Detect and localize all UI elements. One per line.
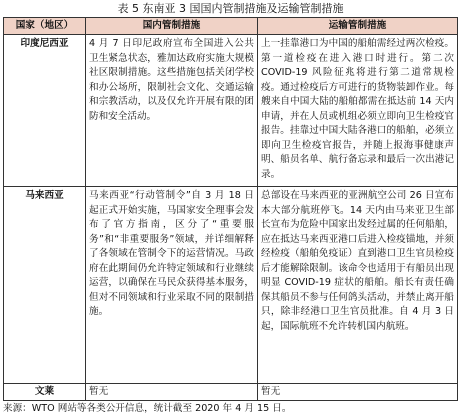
table-header-row (4, 18, 458, 35)
table-caption: 表 5 东南亚 3 国国内管制措施及运输管制措施 (117, 2, 344, 15)
country-cell: 马来西亚 (4, 187, 86, 384)
measures-table (3, 17, 458, 401)
transport-cell: 总部设在马来西亚的亚洲航空公司 26 日宣布本大部分航班停飞。14 天内由马来亚卫生部长宣布为危险中国家出发经过属的任何船舶，应在抵达马来西亚港口后进入检疫锚地，并须经检疫（船舶免疫证）直到港口卫生官员检疫后才能解除限制。该命令也适用于有船员出现明显 COVID-19 症状的船舶。船长有责任确保其船员不参与任何鸽头活动，并禁止离开船只，除非经港口卫生官员批准。自 4 月 3 日起，国际航班不允许转机国内航班。 (258, 187, 458, 384)
table-row (4, 187, 458, 384)
table-row (4, 35, 458, 187)
domestic-cell: 4 月 7 日印尼政府宣布全国进入公共卫生紧急状态，雅加达政府实施大规模社区限制措施。这些措施包括关闭学校和办公场所，限制社会文化、交通运输和宗教活动，以及仅允许开展有限的团防和安全活动。 (86, 35, 258, 187)
header-domestic: 国内管制措施 (86, 18, 258, 35)
header-transport: 运输管制措施 (258, 18, 458, 35)
country-cell: 文莱 (4, 384, 86, 401)
header-country: 国家（地区） (4, 18, 86, 35)
source-note: 来源：WTO 网站等各类公开信息，统计截至 2020 年 4 月 15 日。 (3, 403, 292, 414)
domestic-cell: 马来西亚“行动管制令”自 3 月 18 日起正式开始实施，马国家安全理事会发布了官方指南，区分了“重要服务”和“非重要服务”领域，并详细解释了各领域在管制令下的运营情况。马政府在此期间仍允许特定领域和行业继续运营，以确保在马民众获得基本服务，但对不同领域和行业采取不同的限制措施。 (86, 187, 258, 384)
transport-cell: 暂无 (258, 384, 458, 401)
country-cell: 印度尼西亚 (4, 35, 86, 187)
table-row (4, 384, 458, 401)
domestic-cell: 暂无 (86, 384, 258, 401)
transport-cell: 上一挂靠港口为中国的船舶需经过两次检疫。第一道检疫在进入港口时进行。第二次 COVID-19 风险征兆将进行第二道常规检疫。通过检疫后方可进行的货物装卸作业。每艘来自中国大陆的船舶都需在抵达前 14 天内申请，并在人员或机组必须立即向卫生检疫官报告。挂靠过中国大陆各港口的船舶，必须立即向卫生检疫官报告，并随上报海事健康声明、船员名单、航行备忘录和最后一次出港记录。 (258, 35, 458, 187)
